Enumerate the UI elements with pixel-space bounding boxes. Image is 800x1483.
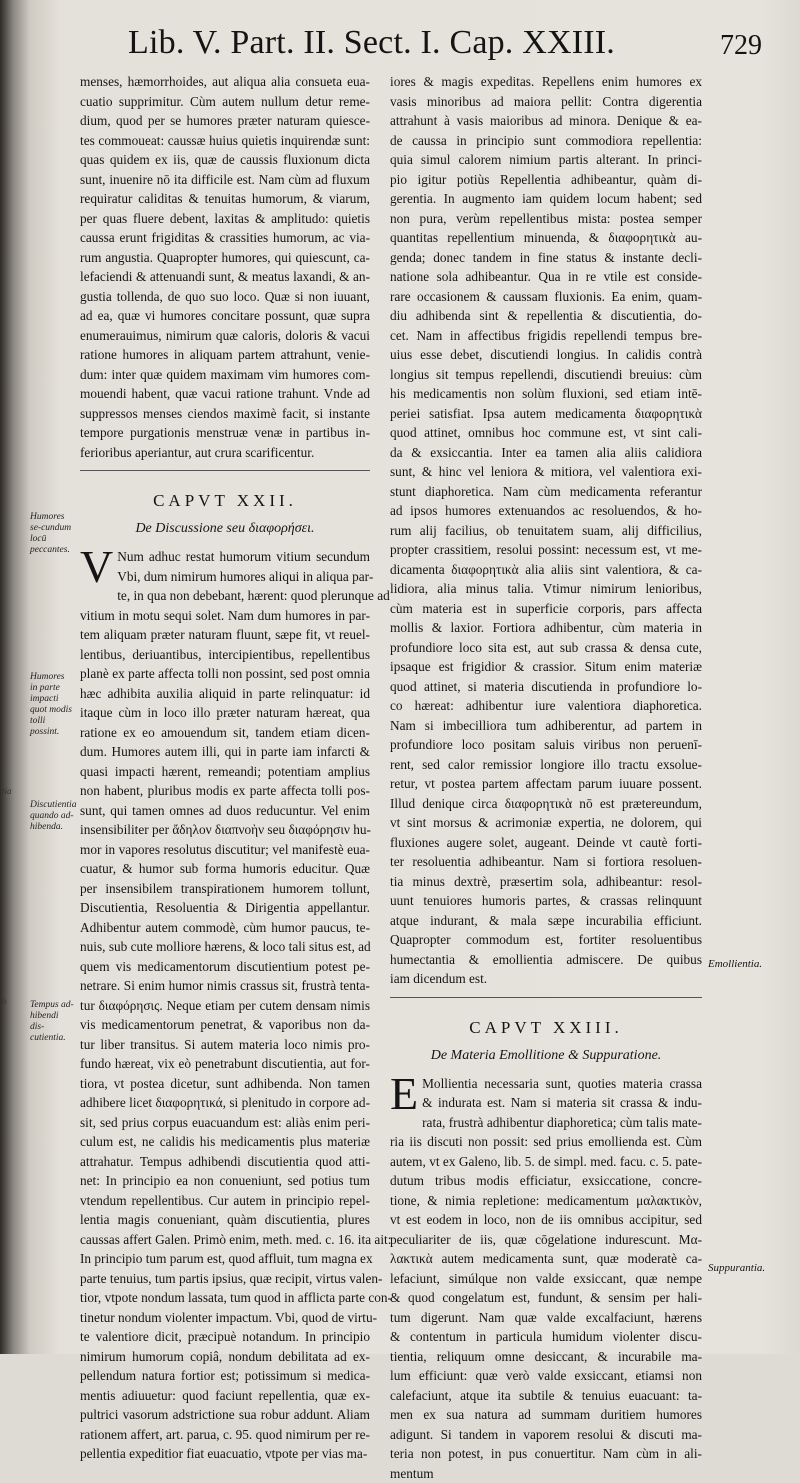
text-line: ad ea, quæ vi humores concitare possunt, quæ supra — [80, 306, 370, 326]
text-line: rata, frustrà adhibentur diaphoretica; cùm talis mate- — [390, 1113, 702, 1133]
text-line: stunt diaphoretica. Nam cùm medicamenta referantur — [390, 482, 702, 502]
margin-note-emollientia: Emollientia. — [708, 958, 762, 970]
text-line: quod attinet, omnibus hoc commune est, vt sint cali- — [390, 423, 702, 443]
text-line: non habent, pluribus modis ex parte affecta tolli pos- — [80, 781, 370, 801]
text-line: tempore purgationis menstruæ venæ in partibus in- — [80, 423, 370, 443]
text-line: menses, hæmorrhoides, aut aliqua alia consueta eua- — [80, 72, 370, 92]
text-line: tes commoueat: caussæ huius quietis inquirendæ sunt: — [80, 131, 370, 151]
text-line: netrare. Si enim humor nimis crassus sit, frustrà tenta- — [80, 976, 370, 996]
text-line: per quas fluere debent, laxitas & amplitudo: quietis — [80, 209, 370, 229]
text-line: tur liber transitus. Si autem materia loco nimis pro- — [80, 1035, 370, 1055]
text-line: vis medicamentorum penetrat, & vaporibus non da- — [80, 1015, 370, 1035]
text-line: mor in vapores resolutus discutitur; vel manifestè eua- — [80, 840, 370, 860]
text-line: cùm materia est in superficie corporis, pars affecta — [390, 599, 702, 619]
text-line: culum est, ne calidis his medicamentis plus materiæ — [80, 1132, 370, 1152]
text-line: pellendum natura fortior est; potissimum si medica- — [80, 1366, 370, 1386]
text-line: tiora, vt postea dicetur, sunt adhibenda. Non tamen — [80, 1074, 370, 1094]
text-line: tinetur nondum violenter impactum. Vbi, quod de virtu- — [80, 1308, 370, 1328]
text-line: genda; donec tandem in fine status & instante decli- — [390, 248, 702, 268]
margin-note-suppurantia: Suppurantia. — [708, 1262, 765, 1274]
text-line: insensibiliter per ἄδηλον διαπνοὴν seu διαφόρησιν hu- — [80, 820, 370, 840]
text-line: dutum tribus modis efficiatur, exsiccatione, concre- — [390, 1171, 702, 1191]
text-line: lefaciendi & attenuandi sunt, & meatus laxandi, & an- — [80, 267, 370, 287]
text-line: tione, & nimia repletione: medicamentum μαλακτικὸν, — [390, 1191, 702, 1211]
text-line: retur, vt postea partem affectam parum iuuare possent. — [390, 774, 702, 794]
text-line: fundo hæreat, vix eò penetrabunt discutientia, aut for- — [80, 1054, 370, 1074]
text-line: λακτικὰ autem medicamenta sunt, quæ moderatè ca- — [390, 1249, 702, 1269]
text-line: suppressos menses ciendos maximè facit, si instante — [80, 404, 370, 424]
page-number: 729 — [720, 26, 762, 66]
text-line: autem, vt ex Galeno, lib. 5. de simpl. med. facu. c. 5. pate- — [390, 1152, 702, 1172]
chapter-23-heading: CAPVT XXIII. — [390, 1012, 702, 1044]
text-line: natione sola adhibeantur. Qua in re vtile est conside- — [390, 267, 702, 287]
text-line: pio igitur potiùs Repellentia adhibeantur, quàm di- — [390, 170, 702, 190]
chapter-divider — [390, 997, 702, 998]
text-line: mollis & laxior. Fortiora adhibentur, cùm materia in — [390, 618, 702, 638]
text-line: tur διαφόρησις. Neque etiam per cutem densam nimis — [80, 996, 370, 1016]
text-line: vtendum repellentibus. Cur autem in principio repel- — [80, 1191, 370, 1211]
text-line: planè ex parte affecta tolli non possint, sed post omnia — [80, 664, 370, 684]
text-line: quod attinet, si materia discutienda in profundiore lo- — [390, 677, 702, 697]
drop-cap: V — [80, 547, 113, 587]
text-line: diu adhibenda sint & repellentia & discutientia, do- — [390, 306, 702, 326]
edge-fragment: tia — [2, 786, 12, 796]
text-line: dum: inter quæ quidem maximam vim humores com- — [80, 365, 370, 385]
chapter-22-subtitle: De Discussione seu διαφορήσει. — [80, 517, 370, 541]
text-line: peculiariter de iis, quæ cōgelatione indurescunt. Μα- — [390, 1230, 702, 1250]
text-line: men ex sua natura ad summam duritiem humores — [390, 1405, 702, 1425]
text-line: rum alij facilius, ob tenuitatem suam, alij difficilius, — [390, 521, 702, 541]
text-line: quas quidem ex iis, quæ de caussis fluxionum dicta — [80, 150, 370, 170]
text-line: dum. Humores autem illi, qui in parte iam infarcti & — [80, 742, 370, 762]
text-line: ter resoluentia adhibeantur. Nam si fortiora resoluen- — [390, 852, 702, 872]
text-line: humectantia & emollientia admiscere. De quibus — [390, 950, 702, 970]
text-line: da & exsiccantia. Inter ea tamen alia aliis calidiora — [390, 443, 702, 463]
text-line: ipsaque est frigidior & crassior. Situm enim materiæ — [390, 657, 702, 677]
text-line: mentum — [390, 1464, 702, 1483]
margin-note-discutientia: Discutientia quando ad-hibenda. — [30, 800, 74, 833]
text-line: cuatio supprimitur. Cùm autem nullum detur reme- — [80, 92, 370, 112]
text-line: profundiore loco positam saluis viribus non peruenī- — [390, 735, 702, 755]
margin-note-impacti: Humores in parte impacti quot modis tolli possint. — [30, 672, 74, 738]
text-line: attrahatur. Tempus adhibendi discutientia quod atti- — [80, 1152, 370, 1172]
text-line: Vbi, dum nimirum humores aliqui in aliqua par- — [80, 567, 370, 587]
text-line: lidiora, alia minus talia. Vtimur nimirum lenioribus, — [390, 579, 702, 599]
chapter-23-body — [390, 1074, 702, 1483]
drop-cap: E — [390, 1074, 418, 1114]
text-line: co hæreat: adhibentur iure valentiora diaphoretica. — [390, 696, 702, 716]
text-line: vitium in motu sequi solet. Nam dum humores in par- — [80, 606, 370, 626]
text-line: ratione humores in aliquam partem attrahunt, venie- — [80, 345, 370, 365]
text-line: tum digerunt. Nam quæ valde excalfaciunt, hærens — [390, 1308, 702, 1328]
text-line: gerentia. In augmento iam quidem locum habent; sed — [390, 189, 702, 209]
text-line: Mollientia necessaria sunt, quoties materia crassa — [390, 1074, 702, 1094]
text-line: caussa erunt frigiditas & crassities humorum, ac via- — [80, 228, 370, 248]
chapter-divider — [80, 470, 370, 471]
running-head: Lib. V. Part. II. Sect. I. Cap. XXIII. — [128, 18, 688, 68]
text-line: vt sint morsus & acrimoniæ expertia, ne dolorem, qui — [390, 813, 702, 833]
text-line: tior, vtpote nondum lassata, tum quod in afflicta parte con- — [80, 1288, 370, 1308]
text-line: uius esse debet, discutiendi longius. In calidis contrà — [390, 345, 702, 365]
text-line: teria non potest, in pus conuertitur. Nam cùm in ali- — [390, 1444, 702, 1464]
text-line: dicamenta διαφορητικὰ alia aliis sint valentiora, & ca- — [390, 560, 702, 580]
text-line: rum angustia. Quapropter humores, qui quiescunt, ca- — [80, 248, 370, 268]
text-line: vasis minoribus ad maiora pellit: Contra digerentia — [390, 92, 702, 112]
text-line: pellentia expeditior fiat euacuatio, vtpote per vias ma- — [80, 1444, 370, 1464]
right-column — [390, 72, 702, 1483]
text-line: calefaciunt, atque ita subtile & tenuius euacuant: ta- — [390, 1386, 702, 1406]
text-line: pultrici vasorum adstrictione sua robur addunt. Aliam — [80, 1405, 370, 1425]
text-line: fluxiones augere solet, augeant. Deinde vt cautè forti- — [390, 833, 702, 853]
text-line: non pura, verùm repellentibus mista: postea semper — [390, 209, 702, 229]
text-line: hæc adhibita auxilia aliquid in parte relinquatur: id — [80, 684, 370, 704]
text-line: mentis adiuuetur: quod faciunt repellentia, quæ ex- — [80, 1386, 370, 1406]
text-line: cet. Nam in affectibus frigidis repellendi tempus bre- — [390, 326, 702, 346]
text-line: & quod congelatum est, fundunt, & sensim per hali- — [390, 1288, 702, 1308]
chapter-22-heading: CAPVT XXII. — [80, 485, 370, 517]
text-line: tia minus dextrè, præsertim sola, adhibeantur: resol- — [390, 872, 702, 892]
text-line: Quapropter commodum est, fortiter resoluentibus — [390, 930, 702, 950]
text-line: his medicamentis non solùm fluxioni, sed etiam intē- — [390, 384, 702, 404]
text-line: profundiore loco sita est, aut sub crassa & densa cute, — [390, 638, 702, 658]
text-line: lentia magis conueniant, quàm discutientia, plures — [80, 1210, 370, 1230]
text-line: tientia, reliquum omne desiccant, & incurabile ma- — [390, 1347, 702, 1367]
text-line: longius sit tempus repellendi, discutiendi breuius: cùm — [390, 365, 702, 385]
text-line: nuis, sub cute molliore hærens, & loco tali situs est, ad — [80, 937, 370, 957]
chapter-23-subtitle: De Materia Emollitione & Suppuratione. — [390, 1044, 702, 1068]
text-line: net: In principio ea non conueniunt, sed potius tum — [80, 1171, 370, 1191]
margin-note-humores: Humores se-cundum locū peccantes. — [30, 512, 74, 556]
text-line: enumerauimus, nimirum quæ caloris, doloris & vacui — [80, 326, 370, 346]
left-column — [80, 72, 370, 1464]
text-line: mouendi habent, quæ vacui ratione trahunt. Vnde ad — [80, 384, 370, 404]
left-top-text — [80, 72, 370, 462]
text-line: Num adhuc restat humorum vitium secundum — [80, 547, 370, 567]
text-line: de caussa in principio sunt commodiora repellentia: — [390, 131, 702, 151]
text-line: propter crassitiem, resolui possint: necessum est, vt me- — [390, 540, 702, 560]
text-line: quasi impacti hærent, remeandi; potentiam amplius — [80, 762, 370, 782]
text-line: & contentum in particula humidum violenter discu- — [390, 1327, 702, 1347]
text-line: atque indurant, & mala sæpe incurabilia efficiunt. — [390, 911, 702, 931]
text-line: quantitas repellentium minuenda, & διαφορητικὰ au- — [390, 228, 702, 248]
text-line: sunt, inuenire nō ita difficile est. Nam cùm ad fluxum — [80, 170, 370, 190]
text-line: adigunt. Si tandem in vaporem resolui & discuti ma- — [390, 1425, 702, 1445]
text-line: rare occasionem & caussam fluxionis. Ea enim, quam- — [390, 287, 702, 307]
text-line: sit, sed prius corpus euacuandum est: aliàs enim peri- — [80, 1113, 370, 1133]
text-line: ria iis discuti non possit: sed prius emollienda est. Cùm — [390, 1132, 702, 1152]
text-line: lentibus, deriuantibus, intercipientibus, repellentibus — [80, 645, 370, 665]
text-line: iores & magis expeditas. Repellens enim humores ex — [390, 72, 702, 92]
text-line: rent, sed calor remissior longiore illo tractu exsolue- — [390, 755, 702, 775]
text-line: nimirum humorum copiâ, nondum debilitata ad ex- — [80, 1347, 370, 1367]
text-line: quem vis medicamentorum discutientium potest pe- — [80, 957, 370, 977]
text-line: lum efficiunt: quæ verò valde exsiccant, etiamsi non — [390, 1366, 702, 1386]
text-line: sunt, & hinc vel leniora & mitiora, vel valentiora exi- — [390, 462, 702, 482]
text-line: lefaciunt, simúlque non valde exsiccant, quæ nempe — [390, 1269, 702, 1289]
text-line: iam dicendum est. — [390, 969, 702, 989]
text-line: Discutientia, Resoluentia & Dirigentia appellantur. — [80, 898, 370, 918]
text-line: caussas affert Galen. Primò enim, meth. med. c. 16. ita ait: — [80, 1230, 370, 1250]
text-line: per insensibilem transpirationem humorem tollunt, — [80, 879, 370, 899]
text-line: rationem affert, art. parua, c. 95. quod nimirum per re- — [80, 1425, 370, 1445]
text-line: Nam si imbecilliora tum adhiberentur, ad partem in — [390, 716, 702, 736]
text-line: tem aliquam præter naturam fluunt, sæpe fit, vt reuel- — [80, 625, 370, 645]
text-line: adhibere licet διαφορητικά, si plenitudo in corpore ad- — [80, 1093, 370, 1113]
text-line: ad ipsos humores extenuandos ac resoluendos, & ho- — [390, 501, 702, 521]
text-line: vt est eodem in loco, non de iis omnibus accipitur, sed — [390, 1210, 702, 1230]
text-line: ratione ex eo amouendum sit, tandem etiam dicen- — [80, 723, 370, 743]
text-line: periei satisfiat. Ipsa autem medicamenta διαφορητικὰ — [390, 404, 702, 424]
text-line: itaque cùm in loco illo præter naturam hæreat, qua — [80, 703, 370, 723]
right-top-text — [390, 72, 702, 989]
text-line: sunt, qui tamen omnes ad duos reducuntur. Vel enim — [80, 801, 370, 821]
text-line: dium, quod per se humores præter naturam quiesce- — [80, 111, 370, 131]
text-line: & indurata est. Nam si materia sit crassa & indu- — [390, 1093, 702, 1113]
text-line: requiratur caliditas & tenuitas humorum, & viarum, — [80, 189, 370, 209]
text-line: gustia tollenda, de quo suo loco. Quæ si non iuuant, — [80, 287, 370, 307]
chapter-22-body — [80, 547, 370, 1464]
text-line: Illud denique circa διαφορητικὰ nō est prætereundum, — [390, 794, 702, 814]
edge-fragment: o — [2, 996, 7, 1006]
text-line: ferioribus aperiantur, aut crura scarificentur. — [80, 443, 370, 463]
text-line: te, in qua non debebant, hærent: quod plerunque ad — [80, 586, 370, 606]
text-line: quia simul calorem nimium partis alterant. In princi- — [390, 150, 702, 170]
text-line: uunt tenuiores humoris partes, & crassas relinquunt — [390, 891, 702, 911]
text-line: Adhibentur autem commodè, cùm humor paucus, te- — [80, 918, 370, 938]
text-line: parte tenuius, tum partis ipsius, quæ recipit, virtus valen- — [80, 1269, 370, 1289]
margin-note-tempus: Tempus ad-hibendi dis-cutientia. — [30, 1000, 74, 1044]
text-line: In principio tum parum est, quod affluit, tum magna ex — [80, 1249, 370, 1269]
text-line: cuatur, & humor sub forma humoris educitur. Quæ — [80, 859, 370, 879]
text-line: attrahunt à vasis maioribus ad minora. Denique & ea- — [390, 111, 702, 131]
text-line: te valentiore dicit, præcipuè notandum. In principio — [80, 1327, 370, 1347]
